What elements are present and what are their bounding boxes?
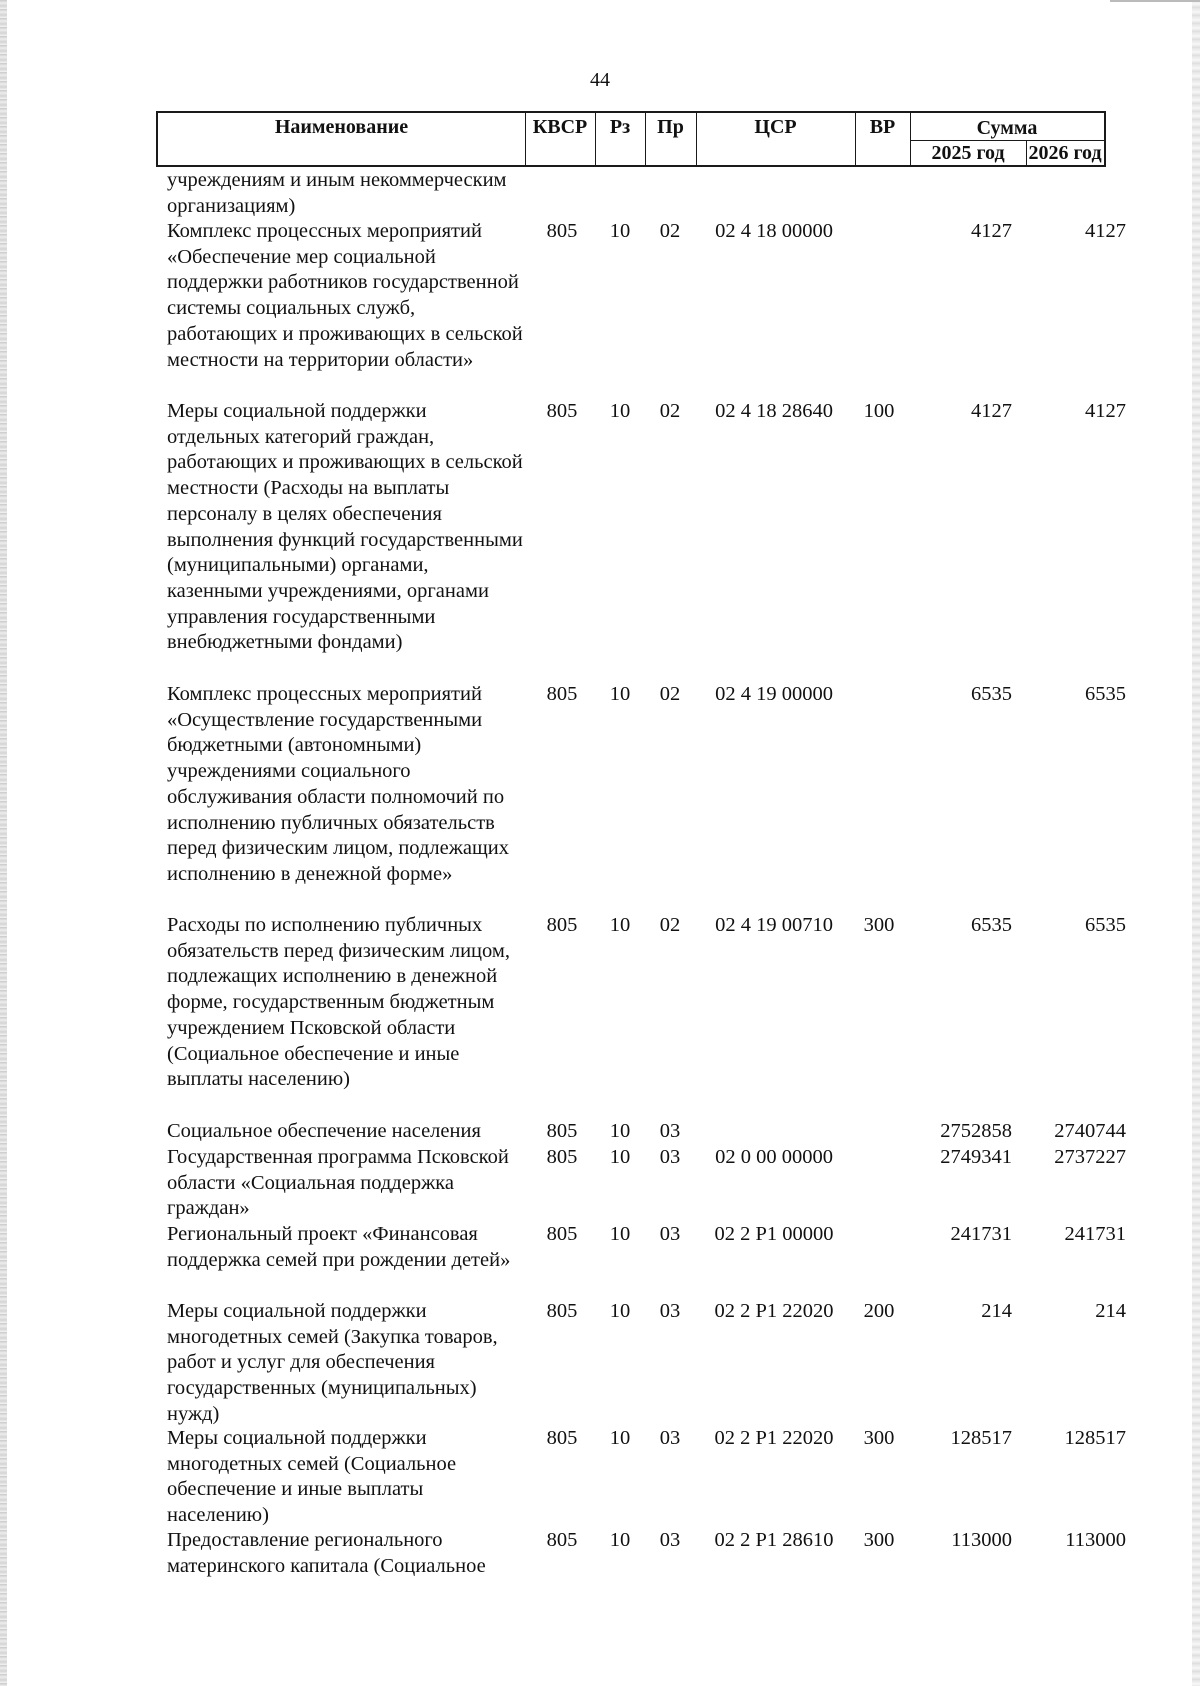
row-name: Комплекс процессных мероприятий «Осуществление государственными бюджетными (автономными) учреждениями социального обслуживания области полномочий по исполнению публичных обязательств перед физическим лицом, подлежащих исполнению в денежной форме»	[167, 683, 509, 885]
row-name: Предоставление регионального материнского капитала (Социальное	[167, 1529, 486, 1577]
scan-edge-left	[0, 0, 7, 1686]
row-csr: 02 4 19 00710	[715, 914, 833, 936]
row-kvsr: 805	[546, 1120, 578, 1142]
row-rz: 10	[609, 683, 631, 705]
header-vr: ВР	[869, 116, 896, 138]
row-sum-2026: 6535	[1085, 683, 1126, 705]
row-sum-2025: 214	[981, 1300, 1012, 1322]
row-csr: 02 4 19 00000	[715, 683, 833, 705]
row-rz: 10	[609, 1223, 631, 1245]
row-sum-2025: 113000	[951, 1529, 1012, 1551]
row-sum-2025: 6535	[971, 914, 1012, 936]
row-sum-2025: 128517	[950, 1427, 1012, 1449]
row-sum-2026: 214	[1095, 1300, 1126, 1322]
row-csr: 02 4 18 00000	[715, 220, 833, 242]
row-vr: 300	[863, 914, 895, 936]
row-sum-2026: 2740744	[1054, 1120, 1126, 1142]
row-sum-2025: 6535	[971, 683, 1012, 705]
row-vr: 300	[863, 1427, 895, 1449]
row-pr: 03	[659, 1529, 681, 1551]
row-rz: 10	[609, 1300, 631, 1322]
row-csr: 02 2 Р1 22020	[714, 1300, 834, 1322]
row-sum-2025: 4127	[971, 400, 1012, 422]
row-pr: 02	[659, 683, 681, 705]
row-sum-2026: 128517	[1064, 1427, 1126, 1449]
row-sum-2026: 4127	[1085, 220, 1126, 242]
row-name: Государственная программа Псковской области «Социальная поддержка граждан»	[167, 1146, 509, 1220]
row-vr: 200	[863, 1300, 895, 1322]
row-pr: 03	[659, 1300, 681, 1322]
row-rz: 10	[609, 1427, 631, 1449]
row-name: Социальное обеспечение населения	[167, 1120, 481, 1142]
row-kvsr: 805	[546, 1300, 578, 1322]
row-name: Меры социальной поддержки отдельных категорий граждан, работающих и проживающих в сельской местности (Расходы на выплаты персоналу в целях обеспечения выполнения функций государственными (муниципальными) органами, казенными учреждениями, органами управления государственными внебюджетными фондами)	[167, 400, 523, 654]
row-csr: 02 4 18 28640	[715, 400, 833, 422]
row-kvsr: 805	[546, 220, 578, 242]
header-sum: Сумма	[976, 117, 1038, 139]
row-name: Меры социальной поддержки многодетных семей (Социальное обеспечение и иные выплаты населению)	[167, 1427, 457, 1527]
row-sum-2025: 2749341	[940, 1146, 1012, 1168]
row-pr: 03	[659, 1427, 681, 1449]
scan-edge-top	[1110, 0, 1200, 2]
header-kvsr: КВСР	[532, 116, 588, 138]
row-name: Расходы по исполнению публичных обязательств перед физическим лицом, подлежащих исполнению в денежной форме, государственным бюджетным учреждением Псковской области (Социальное обеспечение и иные выплаты населению)	[167, 914, 510, 1091]
scan-edge-right	[1192, 0, 1200, 1686]
table-header	[156, 111, 1106, 167]
row-pr: 03	[659, 1146, 681, 1168]
row-sum-2026: 241731	[1064, 1223, 1126, 1245]
row-kvsr: 805	[546, 914, 578, 936]
row-name: учреждениям и иным некоммерческим организациям)	[167, 169, 507, 217]
row-rz: 10	[609, 1146, 631, 1168]
row-sum-2026: 113000	[1065, 1529, 1126, 1551]
header-rz: Рз	[609, 116, 631, 138]
row-csr: 02 2 Р1 00000	[714, 1223, 834, 1245]
row-vr: 100	[863, 400, 895, 422]
row-pr: 02	[659, 914, 681, 936]
row-name: Комплекс процессных мероприятий «Обеспечение мер социальной поддержки работников государственной системы социальных служб, работающих и проживающих в сельской местности на территории области»	[167, 220, 523, 371]
row-csr: 02 2 Р1 28610	[714, 1529, 834, 1551]
row-kvsr: 805	[546, 1223, 578, 1245]
row-sum-2026: 6535	[1085, 914, 1126, 936]
row-kvsr: 805	[546, 1427, 578, 1449]
row-rz: 10	[609, 220, 631, 242]
header-pr: Пр	[657, 116, 684, 138]
row-sum-2026: 4127	[1085, 400, 1126, 422]
row-pr: 02	[659, 400, 681, 422]
header-name: Наименование	[274, 116, 409, 138]
row-kvsr: 805	[546, 1146, 578, 1168]
row-name: Региональный проект «Финансовая поддержка семей при рождении детей»	[167, 1223, 511, 1271]
row-pr: 02	[659, 220, 681, 242]
row-csr: 02 0 00 00000	[715, 1146, 833, 1168]
header-year-2026: 2026 год	[1028, 142, 1102, 164]
header-year-2025: 2025 год	[931, 142, 1005, 164]
row-sum-2026: 2737227	[1054, 1146, 1126, 1168]
row-sum-2025: 4127	[971, 220, 1012, 242]
row-sum-2025: 241731	[950, 1223, 1012, 1245]
row-sum-2025: 2752858	[940, 1120, 1012, 1142]
page-number: 44	[590, 69, 610, 91]
row-kvsr: 805	[546, 400, 578, 422]
row-rz: 10	[609, 1120, 631, 1142]
row-kvsr: 805	[546, 683, 578, 705]
row-name: Меры социальной поддержки многодетных семей (Закупка товаров, работ и услуг для обеспечения государственных (муниципальных) нужд)	[167, 1300, 498, 1425]
row-rz: 10	[609, 914, 631, 936]
row-kvsr: 805	[546, 1529, 578, 1551]
row-vr: 300	[863, 1529, 895, 1551]
row-pr: 03	[659, 1120, 681, 1142]
row-pr: 03	[659, 1223, 681, 1245]
row-rz: 10	[609, 1529, 631, 1551]
header-csr: ЦСР	[754, 116, 797, 138]
row-csr: 02 2 Р1 22020	[714, 1427, 834, 1449]
row-rz: 10	[609, 400, 631, 422]
